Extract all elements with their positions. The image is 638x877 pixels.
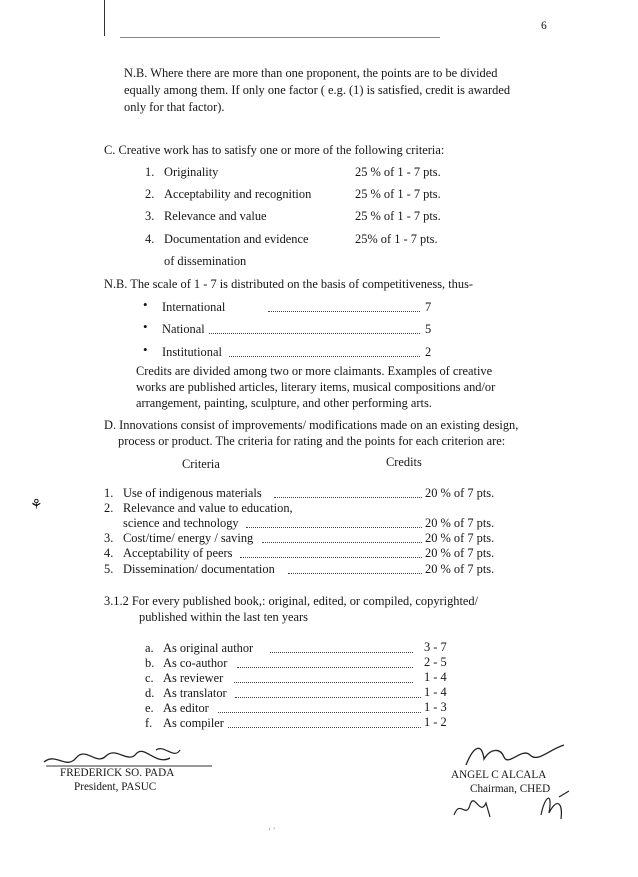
page-number: 6: [541, 20, 547, 32]
margin-mark: ⚘: [30, 498, 43, 513]
role-c-value: 1 - 4: [424, 670, 447, 684]
scale-international-leader: [268, 311, 420, 312]
criterion-3-num: 3.: [145, 209, 155, 223]
role-f-leader: [228, 727, 421, 728]
initials-scribble: [450, 795, 500, 825]
nb2-text: N.B. The scale of 1 - 7 is distributed on the basis of competitiveness, thus-: [104, 277, 474, 291]
criterion-3-value: 25 % of 1 - 7 pts.: [355, 209, 441, 223]
role-b-letter: b.: [145, 656, 155, 670]
criterion-3-label: Relevance and value: [164, 209, 267, 223]
credits-para-line-1: Credits are divided among two or more claimants. Examples of creative: [136, 364, 493, 378]
role-b-label: As co-author: [163, 656, 228, 670]
criterion-4-num: 4.: [145, 232, 155, 246]
bullet-icon: •: [143, 297, 148, 312]
nb1-line-2: equally among them. If only one factor ( e.g. (1) is satisfied, credit is awarded: [124, 83, 511, 97]
scale-institutional-leader: [229, 356, 420, 357]
innovation-3-value: 20 % of 7 pts.: [425, 531, 495, 545]
bullet-icon: •: [143, 342, 148, 357]
innovation-3-leader: [262, 542, 422, 543]
role-e-letter: e.: [145, 701, 154, 715]
scale-national-label: National: [162, 322, 205, 336]
role-e-value: 1 - 3: [424, 700, 447, 714]
scale-national-value: 5: [425, 322, 432, 336]
criterion-1-value: 25 % of 1 - 7 pts.: [355, 165, 441, 179]
role-b-value: 2 - 5: [424, 655, 447, 669]
scale-institutional-label: Institutional: [162, 345, 222, 359]
role-d-leader: [235, 697, 421, 698]
innovation-3-num: 3.: [104, 531, 114, 545]
section-d-intro-line-1: D. Innovations consist of improvements/ modifications made on an existing design,: [104, 418, 519, 432]
credits-para-line-2: works are published articles, literary items, musical compositions and/or: [136, 380, 496, 394]
scale-national-leader: [209, 333, 420, 334]
innovation-4-value: 20 % of 7 pts.: [425, 546, 495, 560]
role-a-label: As original author: [163, 641, 254, 655]
innovation-5-label: Dissemination/ documentation: [123, 562, 275, 576]
innovation-1-leader: [274, 497, 422, 498]
innovation-4-num: 4.: [104, 546, 114, 560]
left-signatory-title: President, PASUC: [74, 781, 157, 793]
scale-international-label: International: [162, 300, 226, 314]
innovation-4-label: Acceptability of peers: [123, 546, 233, 560]
nb1-line-3: only for that factor).: [124, 100, 225, 114]
bullet-icon: •: [143, 319, 148, 334]
column-header-criteria: Criteria: [182, 457, 220, 471]
section-c-heading: C. Creative work has to satisfy one or more of the following criteria:: [104, 143, 445, 157]
innovation-5-leader: [288, 573, 422, 574]
innovation-1-num: 1.: [104, 486, 114, 500]
credits-para-line-3: arrangement, painting, sculpture, and other performing arts.: [136, 396, 432, 410]
role-f-letter: f.: [145, 716, 153, 730]
criterion-2-value: 25 % of 1 - 7 pts.: [355, 187, 441, 201]
column-header-credits: Credits: [386, 455, 422, 469]
right-signatory-title: Chairman, CHED: [470, 783, 551, 795]
scale-international-value: 7: [425, 300, 432, 314]
innovation-3-label: Cost/time/ energy / saving: [123, 531, 254, 545]
criterion-4-continuation: of dissemination: [164, 254, 247, 268]
role-c-letter: c.: [145, 671, 154, 685]
role-c-label: As reviewer: [163, 671, 224, 685]
innovation-1-value: 20 % of 7 pts.: [425, 486, 495, 500]
innovation-4-leader: [240, 557, 422, 558]
role-d-letter: d.: [145, 686, 155, 700]
innovation-5-num: 5.: [104, 562, 114, 576]
role-d-value: 1 - 4: [424, 685, 447, 699]
initials-scribble-2: [535, 785, 575, 825]
criterion-2-label: Acceptability and recognition: [164, 187, 312, 201]
right-signatory-name: ANGEL C ALCALA: [451, 769, 547, 781]
footer-mark: ‘ ′: [268, 826, 276, 836]
role-f-label: As compiler: [163, 716, 224, 730]
criterion-1-label: Originality: [164, 165, 219, 179]
section-d-intro-line-2: process or product. The criteria for rating and the points for each criterion are:: [118, 434, 506, 448]
role-a-value: 3 - 7: [424, 640, 447, 654]
innovation-1-label: Use of indigenous materials: [123, 486, 262, 500]
scan-mark-vertical: [104, 0, 105, 36]
criterion-4-value: 25% of 1 - 7 pts.: [355, 232, 438, 246]
role-a-leader: [270, 652, 413, 653]
role-e-label: As editor: [163, 701, 209, 715]
innovation-2-leader: [246, 527, 422, 528]
scan-mark-horizontal: [120, 37, 440, 38]
book-heading-line-1: 3.1.2 For every published book,: original, edited, or compiled, copyrighted/: [104, 594, 479, 608]
role-a-letter: a.: [145, 641, 154, 655]
role-d-label: As translator: [163, 686, 227, 700]
innovation-2-cont-label: science and technology: [123, 516, 239, 530]
nb1-line-1: N.B. Where there are more than one proponent, the points are to be divided: [124, 66, 498, 80]
left-signatory-name: FREDERICK SO. PADA: [60, 767, 175, 779]
role-f-value: 1 - 2: [424, 715, 447, 729]
book-heading-line-2: published within the last ten years: [139, 610, 308, 624]
role-e-leader: [218, 712, 421, 713]
innovation-2-value: 20 % of 7 pts.: [425, 516, 495, 530]
innovation-5-value: 20 % of 7 pts.: [425, 562, 495, 576]
criterion-4-label: Documentation and evidence: [164, 232, 309, 246]
scale-institutional-value: 2: [425, 345, 432, 359]
innovation-2-label: Relevance and value to education,: [123, 501, 293, 515]
role-c-leader: [234, 682, 413, 683]
criterion-2-num: 2.: [145, 187, 155, 201]
innovation-2-num: 2.: [104, 501, 114, 515]
role-b-leader: [237, 667, 413, 668]
criterion-1-num: 1.: [145, 165, 155, 179]
